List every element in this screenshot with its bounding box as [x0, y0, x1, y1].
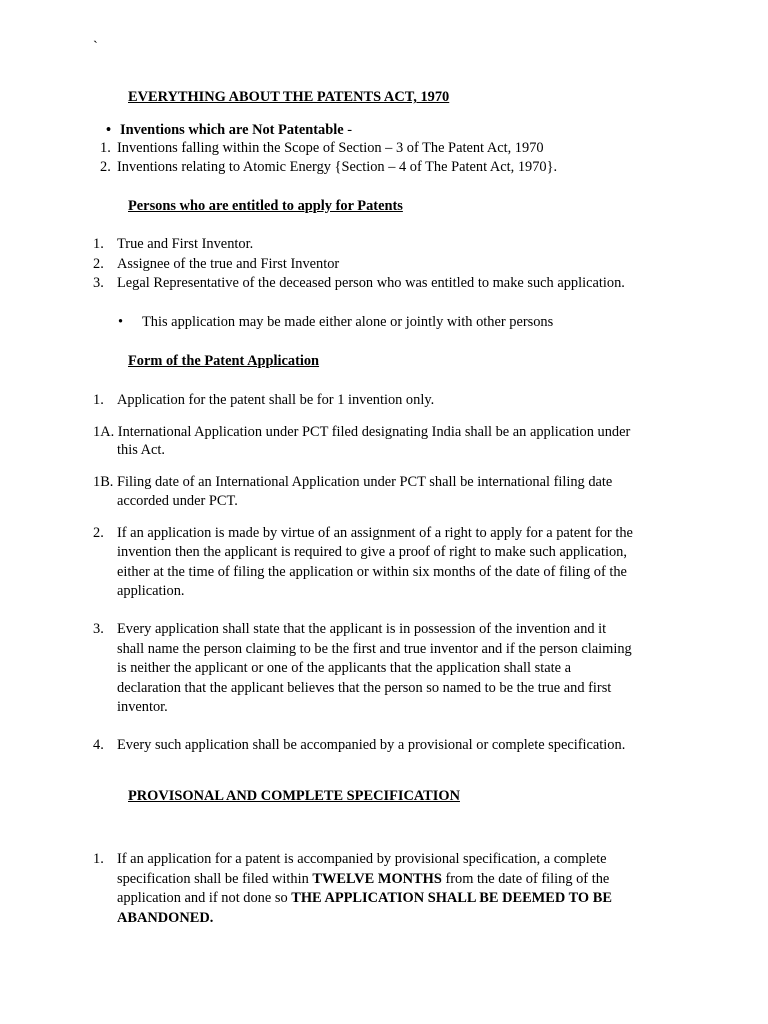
section-heading-specification: PROVISONAL AND COMPLETE SPECIFICATION — [128, 788, 460, 804]
list-item: Every such application shall be accompanied by a provisional or complete specification. — [117, 737, 626, 753]
stray-mark: ` — [93, 39, 98, 55]
list-item-number: 2. — [93, 525, 104, 541]
list-item-line: is neither the applicant or one of the applicants that the application shall state a — [117, 660, 571, 676]
list-item: Assignee of the true and First Inventor — [117, 256, 340, 272]
non-patentable-heading: Inventions which are Not Patentable - — [120, 122, 352, 138]
list-item: True and First Inventor. — [117, 236, 254, 252]
list-item-line: ABANDONED. — [117, 910, 214, 926]
list-item-number: 4. — [93, 737, 104, 753]
list-item: Legal Representative of the deceased person who was entitled to make such application. — [117, 275, 625, 291]
list-item: Inventions falling within the Scope of Section – 3 of The Patent Act, 1970 — [117, 140, 544, 156]
list-item-1a-cont: this Act. — [117, 442, 165, 458]
list-item-line: application. — [117, 583, 185, 599]
section-heading-persons: Persons who are entitled to apply for Patents — [128, 198, 403, 214]
bullet-note: This application may be made either alone or jointly with other persons — [142, 314, 554, 330]
list-item-1a: 1A. International Application under PCT filed designating India shall be an application under — [93, 424, 631, 440]
list-item-line: declaration that the applicant believes that the person so named to be the true and first — [117, 680, 612, 696]
list-item-line: inventor. — [117, 699, 168, 715]
bullet-glyph: • — [106, 122, 112, 138]
list-item-number: 2. — [100, 159, 111, 175]
list-item-1b: 1B. Filing date of an International Application under PCT shall be international filing date — [93, 474, 613, 490]
list-item: Application for the patent shall be for 1 invention only. — [117, 392, 435, 408]
list-item-number: 1. — [93, 392, 104, 408]
list-item-line: If an application is made by virtue of an assignment of a right to apply for a patent for the — [117, 525, 633, 541]
list-item-line: Every application shall state that the applicant is in possession of the invention and it — [117, 621, 607, 637]
page-title: EVERYTHING ABOUT THE PATENTS ACT, 1970 — [128, 89, 450, 105]
list-item-line: shall name the person claiming to be the first and true inventor and if the person claiming — [117, 641, 632, 657]
section-heading-form: Form of the Patent Application — [128, 353, 320, 369]
list-item-1b-cont: accorded under PCT. — [117, 493, 238, 509]
list-item-line: application and if not done so THE APPLICATION SHALL BE DEEMED TO BE — [117, 890, 612, 906]
list-item-number: 2. — [93, 256, 104, 272]
list-item-number: 1. — [93, 851, 104, 867]
list-item: Inventions relating to Atomic Energy {Section – 4 of The Patent Act, 1970}. — [117, 159, 558, 175]
list-item-line: specification shall be filed within TWELVE MONTHS from the date of filing of the — [117, 871, 610, 887]
list-item-number: 3. — [93, 621, 104, 637]
list-item-number: 1. — [100, 140, 111, 156]
list-item-line: invention then the applicant is required to give a proof of right to make such application, — [117, 544, 627, 560]
list-item-line: If an application for a patent is accompanied by provisional specification, a complete — [117, 851, 607, 867]
bullet-glyph: • — [118, 314, 124, 330]
list-item-line: either at the time of filing the application or within six months of the date of filing of the — [117, 564, 627, 580]
list-item-number: 3. — [93, 275, 104, 291]
list-item-number: 1. — [93, 236, 104, 252]
